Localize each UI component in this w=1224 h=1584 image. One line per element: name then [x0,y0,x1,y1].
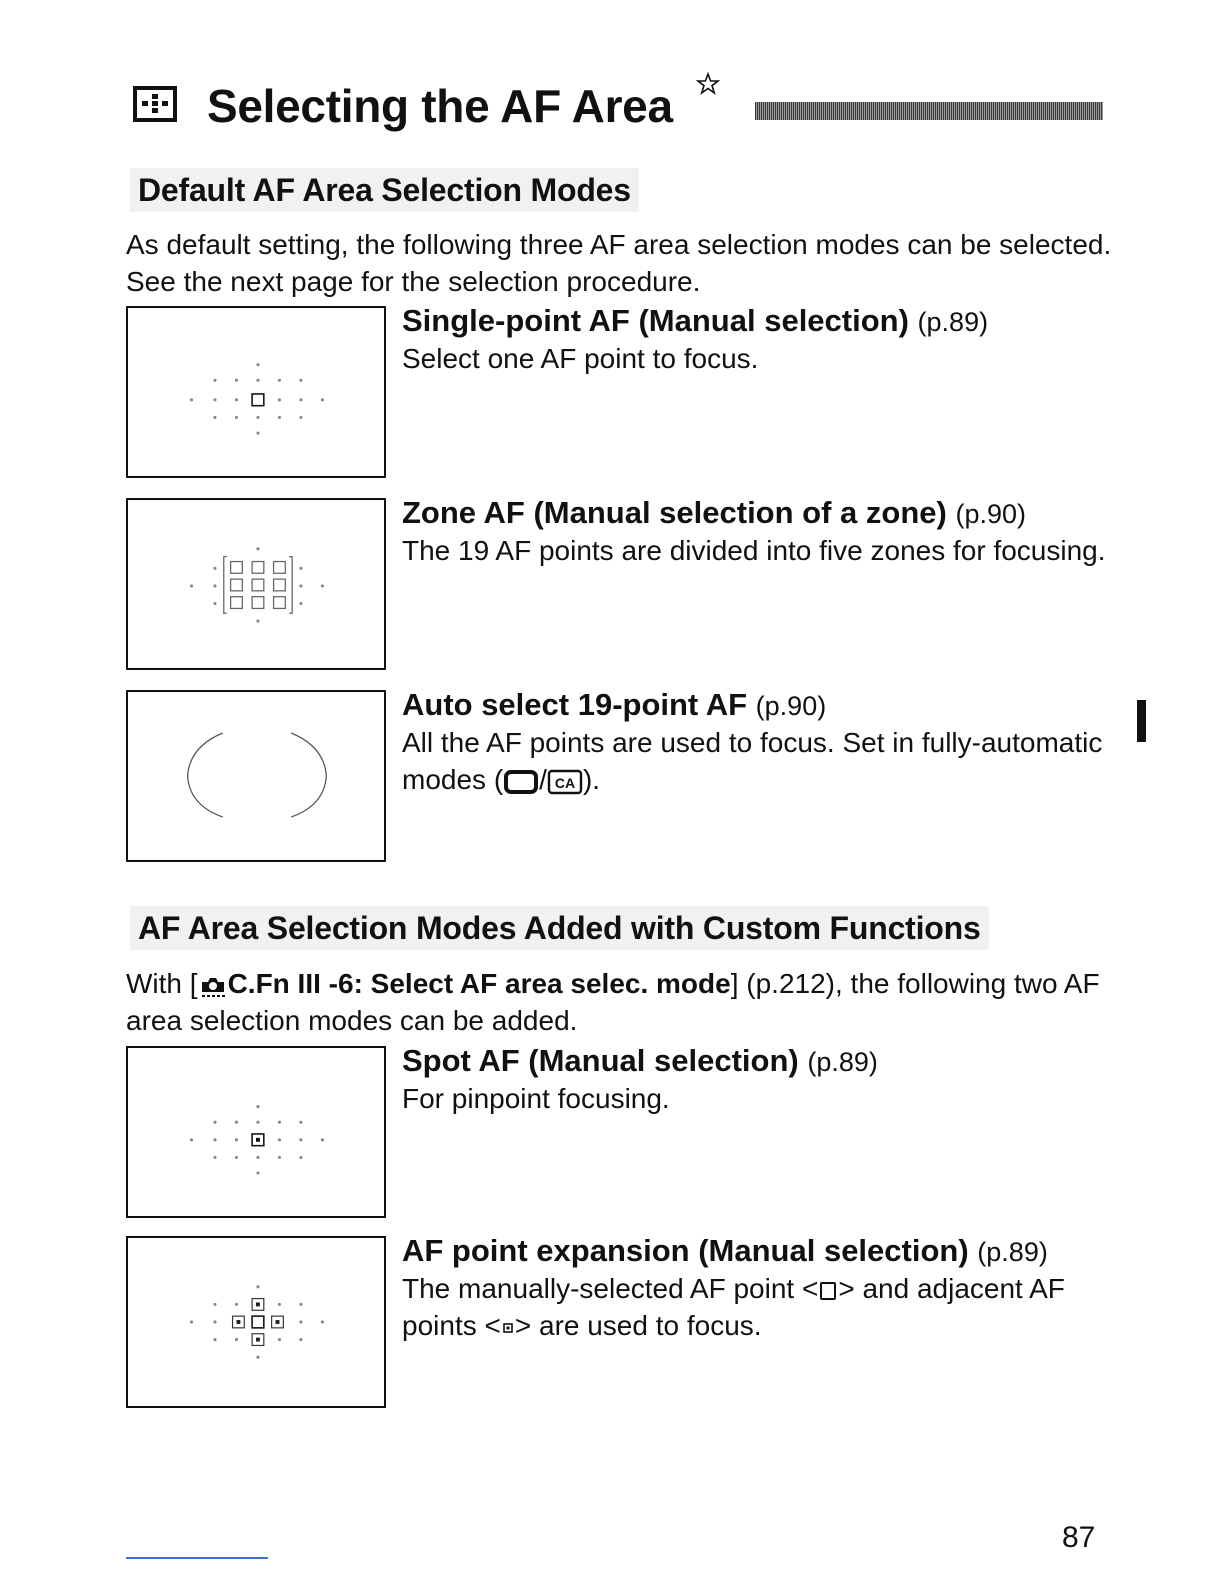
af-mode-single-point [126,302,1116,480]
mode-description: The manually-selected AF point < > and adjacent AF points < > are used to focus. [402,1273,1065,1341]
camera-custom-function-icon [198,974,228,998]
section-intro-default: As default setting, the following three AF area selection modes can be selected. See the next page for the selection procedure. [126,229,1112,297]
viewfinder-zone-illustration [126,498,386,670]
mode-name: Zone AF (Manual selection of a zone) [402,495,947,530]
adjacent-af-point-icon [501,1316,515,1340]
mode-name: Auto select 19-point AF [402,687,748,722]
creative-auto-mode-icon [547,769,583,795]
mode-description: The 19 AF points are divided into five zones for focusing. [402,535,1106,566]
section-heading-custom: AF Area Selection Modes Added with Custom Functions [130,906,989,950]
viewfinder-spot-illustration [126,1046,386,1218]
title-bar-decoration [755,102,1103,120]
mode-description: Select one AF point to focus. [402,343,759,374]
page-reference: (p.89) [807,1047,878,1077]
af-mode-zone [126,494,1116,672]
mode-name: AF point expansion (Manual selection) [402,1233,969,1268]
af-mode-point-expansion [126,1232,1116,1410]
mode-description: For pinpoint focusing. [402,1083,670,1114]
full-auto-mode-icon [503,769,539,795]
page-reference: (p.89) [977,1237,1048,1267]
star-icon [696,72,720,96]
mode-name: Single-point AF (Manual selection) [402,303,909,338]
viewfinder-expansion-illustration [126,1236,386,1408]
af-mode-auto-select [126,686,1116,864]
section-heading-default: Default AF Area Selection Modes [130,168,639,212]
page-title: Selecting the AF Area [207,80,673,132]
chapter-tab-marker [1137,700,1146,742]
af-mode-spot [126,1042,1116,1220]
footer-rule [126,1557,268,1559]
mode-description: All the AF points are used to focus. Set in fully-automatic modes ( / CA ). [402,727,1103,795]
mode-name: Spot AF (Manual selection) [402,1043,799,1078]
page-header [133,78,1113,138]
page-reference: (p.89) [917,307,989,337]
page-number: 87 [1062,1521,1096,1554]
selected-af-point-icon [818,1279,838,1303]
section-intro-custom: With [ C.Fn III -6: Select AF area selec. mode] (p.212), the following two AF area selection modes can be added. [126,968,1100,1036]
af-area-selection-icon [133,86,177,122]
viewfinder-auto-select-illustration [126,690,386,862]
page-reference: (p.90) [955,499,1027,529]
viewfinder-single-point-illustration [126,306,386,478]
svg-text:CA: CA [554,774,576,791]
page-reference: (p.90) [755,691,827,721]
